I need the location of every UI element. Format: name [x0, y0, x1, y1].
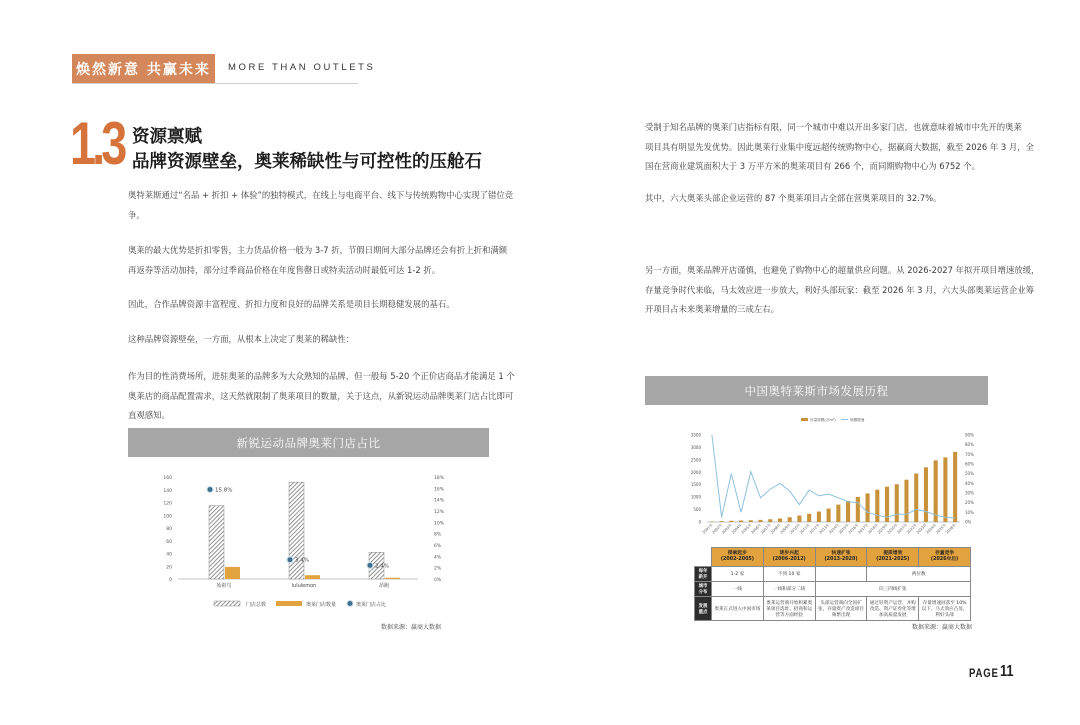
- bar-stock-scale: [749, 520, 753, 522]
- y2-tick-label: 60%: [965, 461, 974, 467]
- left-paragraph-5: 作为目的性消费场所，进驻奥莱的品牌多为大众熟知的品牌，但一般每 5-20 个正价店商品才能满足 1 个 奥莱店的商品配置需求，这天然就限制了奥莱项目的数量，关于这点，从新锐运动品牌奥莱门店占比即可 直观感知。: [128, 371, 515, 420]
- y2-tick-label: 90%: [965, 432, 974, 438]
- chart2-source: 数据来源：赢商大数据: [912, 624, 973, 631]
- y-tick-label: 2500: [690, 457, 701, 463]
- y2-tick-label: 80%: [965, 442, 974, 448]
- legend-swatch-bar: [801, 418, 808, 421]
- chart1-banner: 新锐运动品牌奥莱门店占比: [128, 428, 489, 457]
- row-head-new-stores: 每年 新开: [695, 567, 712, 582]
- bar-stock-scale: [953, 452, 957, 522]
- y2-tick-label: 10%: [965, 509, 974, 515]
- phase-header: 存量竞争 (2026年后): [919, 548, 971, 567]
- y-tick-label: 140: [163, 488, 172, 494]
- y2-tick-label: 8%: [434, 532, 442, 538]
- table-cell: 奥莱正式进入中国市场: [712, 597, 764, 621]
- y2-tick-label: 30%: [965, 490, 974, 496]
- bar-stock-scale: [827, 509, 831, 522]
- y-tick-label: 80: [166, 527, 172, 532]
- y-tick-label: 0: [698, 519, 701, 525]
- y2-tick-label: 40%: [965, 480, 974, 486]
- table-cell: 1-2 家: [712, 567, 764, 582]
- x-tick-label: 2016年: [847, 522, 860, 535]
- y-tick-label: 120: [163, 501, 172, 507]
- bar-stock-scale: [788, 517, 792, 522]
- y-tick-label: 160: [163, 476, 172, 481]
- section-subtitle: 品牌资源壁垒，奥莱稀缺性与可控性的压舱石: [132, 152, 482, 172]
- bar-stock-scale: [934, 460, 938, 522]
- section-title: 资源禀赋: [132, 127, 202, 147]
- x-tick-label: 2019年: [876, 522, 889, 535]
- right-paragraph-2: 其中，六大奥莱头部企业运营的 87 个奥莱项目占全部在营奥莱项目的 32.7%。: [645, 193, 942, 203]
- y-tick-label: 1500: [690, 482, 701, 488]
- bar-stock-scale: [817, 512, 821, 522]
- y2-tick-label: 6%: [434, 544, 442, 549]
- x-tick-label: 2011年: [799, 522, 811, 535]
- page-label: PAGE: [969, 666, 999, 680]
- x-tick-label: lululemon: [291, 583, 317, 589]
- x-tick-label: 2022年: [906, 522, 918, 535]
- x-tick-label: 2025年: [935, 522, 948, 535]
- x-tick-label: 2018年: [867, 522, 879, 535]
- y-tick-label: 100: [163, 514, 172, 520]
- bar-stock-scale: [875, 490, 879, 522]
- chart1-source: 数据来源：赢商大数据: [381, 624, 442, 631]
- bar-outlet-stores: [305, 575, 320, 579]
- row-head-development-focus: 发展 重点: [695, 597, 712, 621]
- x-tick-label: 2010年: [789, 522, 802, 535]
- ratio-point: [367, 562, 373, 568]
- y2-tick-label: 16%: [434, 487, 445, 493]
- header-subtitle: MORE THAN OUTLETS: [228, 62, 376, 73]
- row-head-city-distribution: 城市 分布: [695, 582, 712, 597]
- bar-total-stores: [289, 482, 304, 579]
- x-tick-label: 2006年: [750, 522, 763, 535]
- bar-stock-scale: [924, 467, 928, 522]
- bar-stock-scale: [895, 484, 899, 522]
- x-tick-label: 2013年: [818, 522, 831, 535]
- y2-tick-label: 50%: [965, 471, 974, 477]
- legend-swatch-outlet: [276, 601, 302, 606]
- y2-tick-label: 70%: [965, 451, 974, 457]
- phase-header: 快速扩张 (2013-2020): [815, 548, 867, 567]
- legend-label: 存量规模(万m²): [810, 418, 836, 422]
- bar-stock-scale: [943, 457, 947, 522]
- x-tick-label: 2023年: [915, 522, 928, 535]
- table-cell: 奥莱运营商开始积累奥莱项目选址、招商和运营等方面经验: [763, 597, 815, 621]
- left-paragraph-1: 奥特莱斯通过“名品 + 折扣 + 体验”的独特模式，在线上与电商平台、线下与传统购物中心实现了错位竞 争。: [128, 190, 514, 220]
- y-tick-label: 500: [693, 507, 701, 513]
- ratio-point: [207, 486, 213, 492]
- table-corner: [695, 548, 712, 567]
- bar-stock-scale: [768, 519, 772, 522]
- ratio-label: 3.4%: [295, 557, 309, 564]
- section-number: 1.3: [70, 110, 124, 177]
- bar-stock-scale: [797, 516, 801, 522]
- legend-label: 规模增速: [850, 418, 865, 422]
- bar-stock-scale: [904, 480, 908, 522]
- bar-outlet-stores: [385, 578, 400, 579]
- bar-stock-scale: [778, 519, 782, 522]
- bar-outlet-stores: [225, 567, 240, 579]
- table-cell: 头部运营商向全国扩张，存量资产改造项目频繁出现: [815, 597, 867, 621]
- table-cell: 向三四线扩张: [815, 582, 970, 597]
- x-tick-label: 2020年: [886, 522, 899, 535]
- x-tick-label: 2008年: [769, 522, 782, 535]
- x-tick-label: 2017年: [857, 522, 870, 535]
- legend-swatch-total: [214, 601, 240, 606]
- x-tick-label: 2012年: [808, 522, 821, 535]
- y2-tick-label: 18%: [434, 476, 445, 481]
- y2-tick-label: 20%: [965, 500, 974, 506]
- y-tick-label: 40: [166, 552, 172, 558]
- x-tick-label: 2024年: [925, 522, 938, 535]
- table-cell: 通过轻资产运营、并购改造、资产证券化等增加高质量发展: [867, 597, 919, 621]
- bar-stock-scale: [739, 521, 743, 522]
- x-tick-label: 2014年: [828, 522, 841, 535]
- y-tick-label: 3500: [690, 432, 701, 438]
- y2-tick-label: 14%: [434, 498, 445, 504]
- phase-header: 探索起步 (2002-2005): [712, 548, 764, 567]
- phase-header: 逐步兴起 (2006-2012): [763, 548, 815, 567]
- outlet-ratio-chart: [128, 465, 490, 635]
- x-tick-label: 2001年: [701, 522, 714, 535]
- x-tick-label: 2026年: [944, 522, 957, 535]
- table-cell: 一线和部分二线: [763, 582, 815, 597]
- y-tick-label: 1000: [690, 494, 701, 500]
- x-tick-label: 2005年: [740, 522, 753, 535]
- phase-header: 提质增效 (2021-2025): [867, 548, 919, 567]
- legend-label: 奥莱门店数量: [306, 602, 337, 608]
- y-tick-label: 60: [166, 539, 172, 545]
- legend-swatch-ratio: [347, 601, 353, 607]
- right-paragraph-3: 另一方面，奥莱品牌开店谨慎，也避免了购物中心的超量供应问题。从 2026-2027 年拟开项目增速放缓， 存量竞争时代来临，马太效应进一步放大，利好头部玩家：截至 2026 年 3 月，六大头部奥莱运营企业筹 开项目占未来奥莱增量的三成左右。: [645, 265, 1040, 314]
- bar-stock-scale: [914, 474, 918, 522]
- bar-stock-scale: [729, 521, 733, 522]
- left-paragraph-3: 因此，合作品牌资源丰富程度、折扣力度和良好的品牌关系是项目长期稳健发展的基石。: [128, 299, 455, 309]
- x-tick-label: 始祖鸟: [216, 583, 232, 589]
- y-tick-label: 20: [166, 565, 172, 571]
- bar-stock-scale: [807, 514, 811, 522]
- bar-total-stores: [209, 506, 224, 579]
- chart2-banner: 中国奥特莱斯市场发展历程: [645, 376, 988, 405]
- x-tick-label: 2009年: [779, 522, 792, 535]
- ratio-point: [287, 557, 293, 563]
- bar-stock-scale: [856, 497, 860, 522]
- right-paragraph-1: 受制于知名品牌的奥莱门店指标有限，同一个城市中难以开出多家门店，也就意味着城市中先开的奥莱 项目具有明显先发优势。因此奥莱行业集中度远超传统购物中心，据赢商大数据，截至 2026 年 3 月，全 国在营商业建筑面积大于 3 万平方米的奥莱项目有 266 个，而同期购物中心为 6752 个。: [645, 122, 1035, 171]
- page-number: 11: [1000, 663, 1014, 680]
- bar-stock-scale: [720, 521, 724, 522]
- table-cell: 两位数: [867, 567, 971, 582]
- y2-tick-label: 4%: [434, 555, 442, 561]
- x-tick-label: 2021年: [896, 522, 909, 535]
- bar-stock-scale: [866, 493, 870, 522]
- growth-rate-line: [712, 435, 955, 518]
- y2-tick-label: 2%: [434, 566, 442, 572]
- table-cell: 一线: [712, 582, 764, 597]
- x-tick-label: 2003年: [721, 522, 734, 535]
- x-tick-label: 昂跑: [378, 583, 390, 589]
- x-tick-label: 2004年: [730, 522, 743, 535]
- table-cell: 不到 10 家: [763, 567, 815, 582]
- x-tick-label: 2015年: [837, 522, 850, 535]
- table-cell: 存量增速回落至 10%以下，马太效应凸显，利好头部: [919, 597, 971, 621]
- left-paragraph-4: 这种品牌资源壁垒，一方面，从根本上决定了奥莱的稀缺性：: [128, 334, 355, 344]
- ratio-label: 15.8%: [215, 487, 233, 494]
- development-timeline-table: [694, 547, 971, 621]
- x-tick-label: 2002年: [711, 522, 724, 535]
- y2-tick-label: 0%: [434, 578, 442, 583]
- bar-stock-scale: [846, 501, 850, 522]
- y2-tick-label: 12%: [434, 510, 445, 515]
- table-cell: [815, 567, 867, 582]
- bar-stock-scale: [836, 505, 840, 522]
- x-tick-label: 2007年: [760, 522, 772, 535]
- market-history-chart: [645, 410, 988, 545]
- header-divider: [72, 83, 358, 84]
- y2-tick-label: 10%: [434, 521, 445, 527]
- bar-stock-scale: [758, 520, 762, 522]
- y-tick-label: 2000: [690, 469, 701, 475]
- ratio-label: 2.4%: [375, 563, 389, 570]
- legend-label: 奥莱门店占比: [356, 602, 387, 608]
- header-badge: 焕然新意 共赢未来: [72, 54, 215, 84]
- y-tick-label: 0: [169, 578, 172, 583]
- left-paragraph-2: 奥莱的最大优势是折扣零售，主力货品价格一般为 3-7 折，节假日期间大部分品牌还会有折上折和满额 再返券等活动加持，部分过季商品价格在年度售罄日或特卖活动时最低可达 1-2 折。: [128, 245, 508, 275]
- legend-label: 门店总数: [246, 602, 267, 608]
- y-tick-label: 3000: [690, 444, 701, 450]
- y2-tick-label: 0%: [965, 519, 972, 525]
